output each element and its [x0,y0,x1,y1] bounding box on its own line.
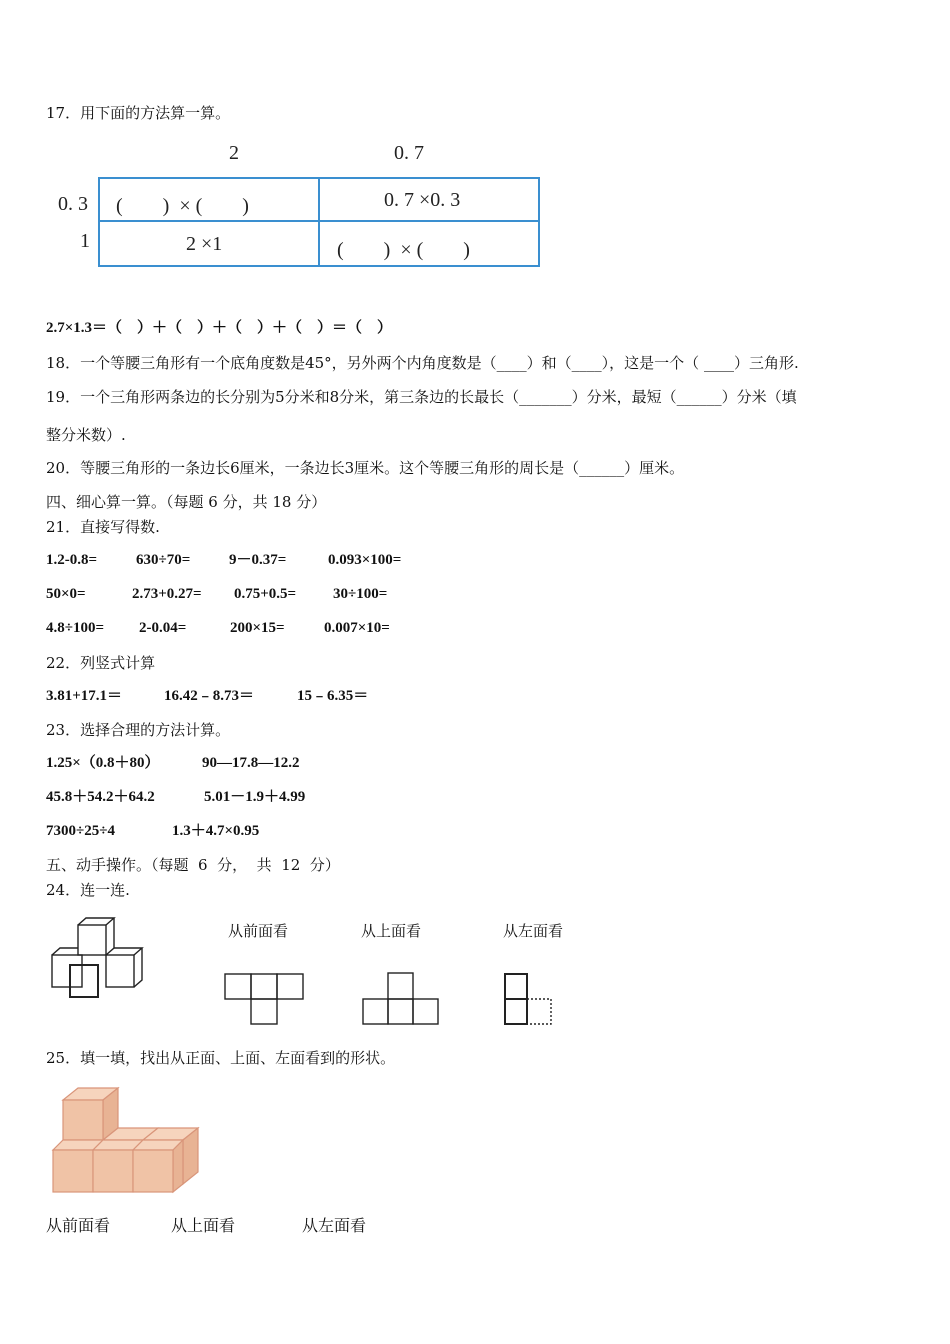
q24-shape-a [222,970,332,1028]
q19-line1: 19．一个三角形两条边的长分别为5分米和8分米，第三条边的长最长（_______）分米，最短（______）分米（填 [46,388,797,406]
q25-cube-stack [48,1080,208,1196]
q21-item: 0.007×10= [324,620,390,636]
q23-item: 1.3＋4.7×0.95 [172,823,260,839]
q24-title: 24．连一连. [46,881,130,899]
cell-2: 0. 7 ×0. 3 [384,189,461,211]
q24-view-label-front: 从前面看 [228,922,289,940]
q24-shape-b [360,970,444,1028]
q25-title: 25．填一填，找出从正面、上面、左面看到的形状。 [46,1049,396,1067]
q22-item: 16.42﹣8.73＝ [164,688,255,704]
q17-equation: 2.7×1.3＝（ ）＋（ ）＋（ ）＋（ ）＝（ ） [46,320,393,336]
q23-item: 45.8＋54.2＋64.2 [46,789,155,805]
col-head-1: 2 [229,142,239,164]
q24-shape-c [500,970,560,1028]
q22-title: 22．列竖式计算 [46,654,156,672]
q21-item: 200×15= [230,620,285,636]
q23-item: 5.01－1.9＋4.99 [204,789,306,805]
q25-answer-left: 从左面看 [302,1216,367,1235]
q21-item: 30÷100= [333,586,388,602]
q22-item: 15﹣6.35＝ [297,688,369,704]
q21-item: 2-0.04= [139,620,187,636]
q21-item: 630÷70= [136,552,191,568]
section5-heading: 五、动手操作。（每题 6 分， 共 12 分） [46,856,340,874]
q18: 18．一个等腰三角形有一个底角度数是45°，另外两个内角度数是（____）和（____），这是一个（ ____）三角形. [46,354,799,372]
q21-title: 21．直接写得数. [46,518,160,536]
q23-item: 90—17.8—12.2 [202,755,300,771]
q23-item: 7300÷25÷4 [46,823,115,839]
q25-answer-front: 从前面看 [46,1216,111,1235]
q25-answer-top: 从上面看 [171,1216,236,1235]
q24-cube-stack [48,915,152,1001]
row-head-2: 1 [80,230,90,252]
cell-4: ( ) × ( ) [337,239,470,261]
row-head-1: 0. 3 [58,193,88,215]
col-head-2: 0. 7 [394,142,424,164]
q23-title: 23．选择合理的方法计算。 [46,721,231,739]
q19-line2: 整分米数）. [46,426,126,444]
q21-item: 4.8÷100= [46,620,105,636]
q21-item: 2.73+0.27= [132,586,202,602]
q21-item: 0.75+0.5= [234,586,297,602]
cell-1: ( ) × ( ) [116,195,249,217]
q20: 20．等腰三角形的一条边长6厘米，一条边长3厘米。这个等腰三角形的周长是（______）厘米。 [46,459,685,477]
cell-3: 2 ×1 [186,233,223,255]
q24-view-label-left: 从左面看 [503,922,564,940]
q21-item: 1.2-0.8= [46,552,98,568]
q21-item: 50×0= [46,586,86,602]
q22-item: 3.81+17.1＝ [46,688,123,704]
q24-view-label-top: 从上面看 [361,922,422,940]
section4-heading: 四、细心算一算。（每题 6 分，共 18 分） [46,493,327,511]
q21-item: 9－0.37= [229,552,287,568]
q23-item: 1.25×（0.8＋80） [46,755,160,771]
q17-title: 17．用下面的方法算一算。 [46,104,231,122]
q21-item: 0.093×100= [328,552,402,568]
